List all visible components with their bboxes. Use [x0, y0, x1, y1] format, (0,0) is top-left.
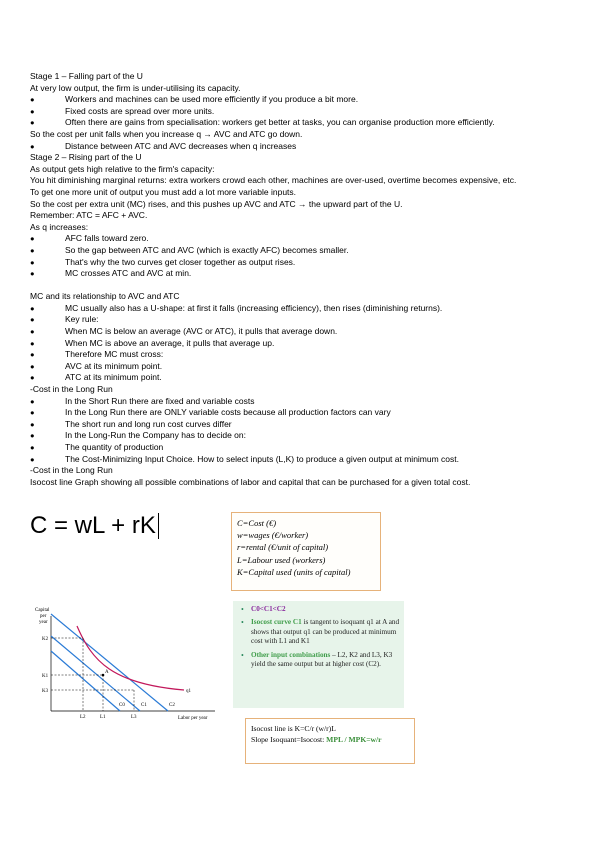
bullet-line: ● So the gap between ATC and AVC (which is exactly AFC) becomes smaller.: [30, 245, 570, 257]
isocost-equation: Isocost line is K=C/r (w/r)L: [251, 724, 336, 733]
bullet-line: ● That's why the two curves get closer together as output rises.: [30, 257, 570, 269]
tangency-point: [102, 674, 105, 677]
y-axis-label-2: per: [40, 614, 47, 619]
note-item: [241, 618, 400, 646]
note-head: Isocost curve C1: [251, 618, 302, 627]
bullet-icon: •: [241, 650, 244, 660]
blank-line: [30, 280, 570, 292]
bullet-line: ● AVC at its minimum point.: [30, 361, 570, 373]
tick-l3: L3: [131, 715, 137, 720]
bullet-line: ● In the Short Run there are fixed and variable costs: [30, 396, 570, 408]
slope-suffix: =w/r: [366, 735, 382, 744]
slope-prefix: Slope Isoquant=Isocost:: [251, 735, 327, 744]
note-body: – L2, K2 and L3, K3 yield the same output but at higher cost (C2).: [251, 650, 393, 669]
slope-mp-ratio: MPL / MPK: [326, 735, 367, 744]
bullet-line: ● Workers and machines can be used more efficiently if you produce a bit more.: [30, 94, 570, 106]
legend-line: C=Cost (€): [237, 518, 277, 528]
bullet-line: ● Often there are gains from specialisation: workers get better at tasks, you can organise production more efficiently.: [30, 117, 570, 129]
graph-notes: [233, 601, 404, 708]
label-c1: C1: [141, 703, 147, 708]
note-body: is tangent to isoquant q1 at A and shows that output q1 can be produced at minimum cost with L1 and K1: [251, 618, 400, 646]
text-line: To get one more unit of output you must add a lot more variable inputs.: [30, 186, 297, 197]
bullet-line: ● In the Long Run there are ONLY variable costs because all production factors can vary: [30, 407, 570, 419]
text-line: -Cost in the Long Run: [30, 384, 113, 395]
bullet-line: ● The short run and long run cost curves differ: [30, 419, 570, 431]
text-line: MC and its relationship to AVC and ATC: [30, 291, 180, 302]
variable-legend: [231, 512, 381, 591]
bullet-line: ● When MC is above an average, it pulls that average up.: [30, 338, 570, 350]
text-line: At very low output, the firm is under-utilising its capacity.: [30, 82, 241, 93]
bullet-line: ● Therefore MC must cross:: [30, 349, 570, 361]
isocost-c1: [51, 636, 140, 711]
text-line: Stage 2 – Rising part of the U: [30, 152, 142, 163]
label-c2: C2: [169, 703, 175, 708]
isocost-c2: [51, 614, 168, 711]
bullet-line: ● MC crosses ATC and AVC at min.: [30, 268, 570, 280]
text-line: Stage 1 – Falling part of the U: [30, 71, 143, 81]
text-line: Isocost line Graph showing all possible combinations of labor and capital that can be purchased for a given total cost.: [30, 476, 471, 487]
bullet-line: ● Fixed costs are spread over more units.: [30, 106, 570, 118]
point-label: A: [105, 670, 109, 675]
text-line: As q increases:: [30, 221, 89, 232]
bullet-line: ● When MC is below an average (AVC or ATC), it pulls that average down.: [30, 326, 570, 338]
bullet-icon: •: [241, 605, 244, 614]
text-line: Remember: ATC = AFC + AVC.: [30, 210, 148, 221]
label-c0: C0: [119, 703, 125, 708]
y-axis-label-3: year: [39, 620, 48, 625]
x-axis-label: Labor per year: [178, 716, 208, 721]
label-q1: q1: [186, 689, 191, 694]
text-line: So the cost per unit falls when you increase q → AVC and ATC go down.: [30, 128, 303, 139]
body-text: [30, 71, 570, 488]
tick-l2: L2: [80, 715, 86, 720]
note-order: C0<C1<C2: [251, 605, 286, 613]
note-head: Other input combinations: [251, 650, 331, 659]
tick-k1: K1: [42, 674, 49, 679]
tick-l1: L1: [100, 715, 106, 720]
bullet-icon: •: [241, 618, 244, 628]
isocost-graph: [30, 606, 220, 724]
isocost-c0: [51, 651, 120, 711]
text-line: So the cost per extra unit (MC) rises, and this pushes up AVC and ATC → the upward part of the U.: [30, 198, 403, 209]
bullet-line: ● The Cost-Minimizing Input Choice. How to select inputs (L,K) to produce a given output at minimum cost.: [30, 454, 570, 466]
bullet-line: ● ATC at its minimum point.: [30, 372, 570, 384]
legend-line: w=wages (€/worker): [237, 530, 309, 541]
text-line: As output gets high relative to the firm's capacity:: [30, 163, 215, 174]
bullet-line: ● MC usually also has a U-shape: at first it falls (increasing efficiency), then rises (diminishing returns).: [30, 303, 570, 315]
cost-formula: [30, 513, 159, 539]
text-line: You hit diminishing marginal returns: extra workers crowd each other, machines are over-used, overtime becomes expensive, etc.: [30, 175, 517, 186]
legend-line: L=Labour used (workers): [237, 554, 326, 565]
legend-line: r=rental (€/unit of capital): [237, 542, 329, 553]
cost-formula-text: C = wL + rK: [30, 512, 156, 539]
bullet-line: ● Key rule:: [30, 314, 570, 326]
bullet-line: ● AFC falls toward zero.: [30, 233, 570, 245]
tick-k2: K2: [42, 637, 49, 642]
slope-equation: [251, 734, 409, 745]
legend-line: K=Capital used (units of capital): [237, 566, 351, 577]
slope-box: [245, 718, 415, 764]
bullet-line: ● In the Long-Run the Company has to decide on:: [30, 430, 570, 442]
bullet-line: ● Distance between ATC and AVC decreases when q increases: [30, 141, 570, 153]
bullet-line: ● The quantity of production: [30, 442, 570, 454]
tick-k3: K3: [42, 689, 49, 694]
y-axis-label: Capital: [35, 608, 50, 613]
text-line: -Cost in the Long Run: [30, 465, 113, 476]
note-item: [241, 605, 400, 614]
note-item: [241, 651, 400, 670]
